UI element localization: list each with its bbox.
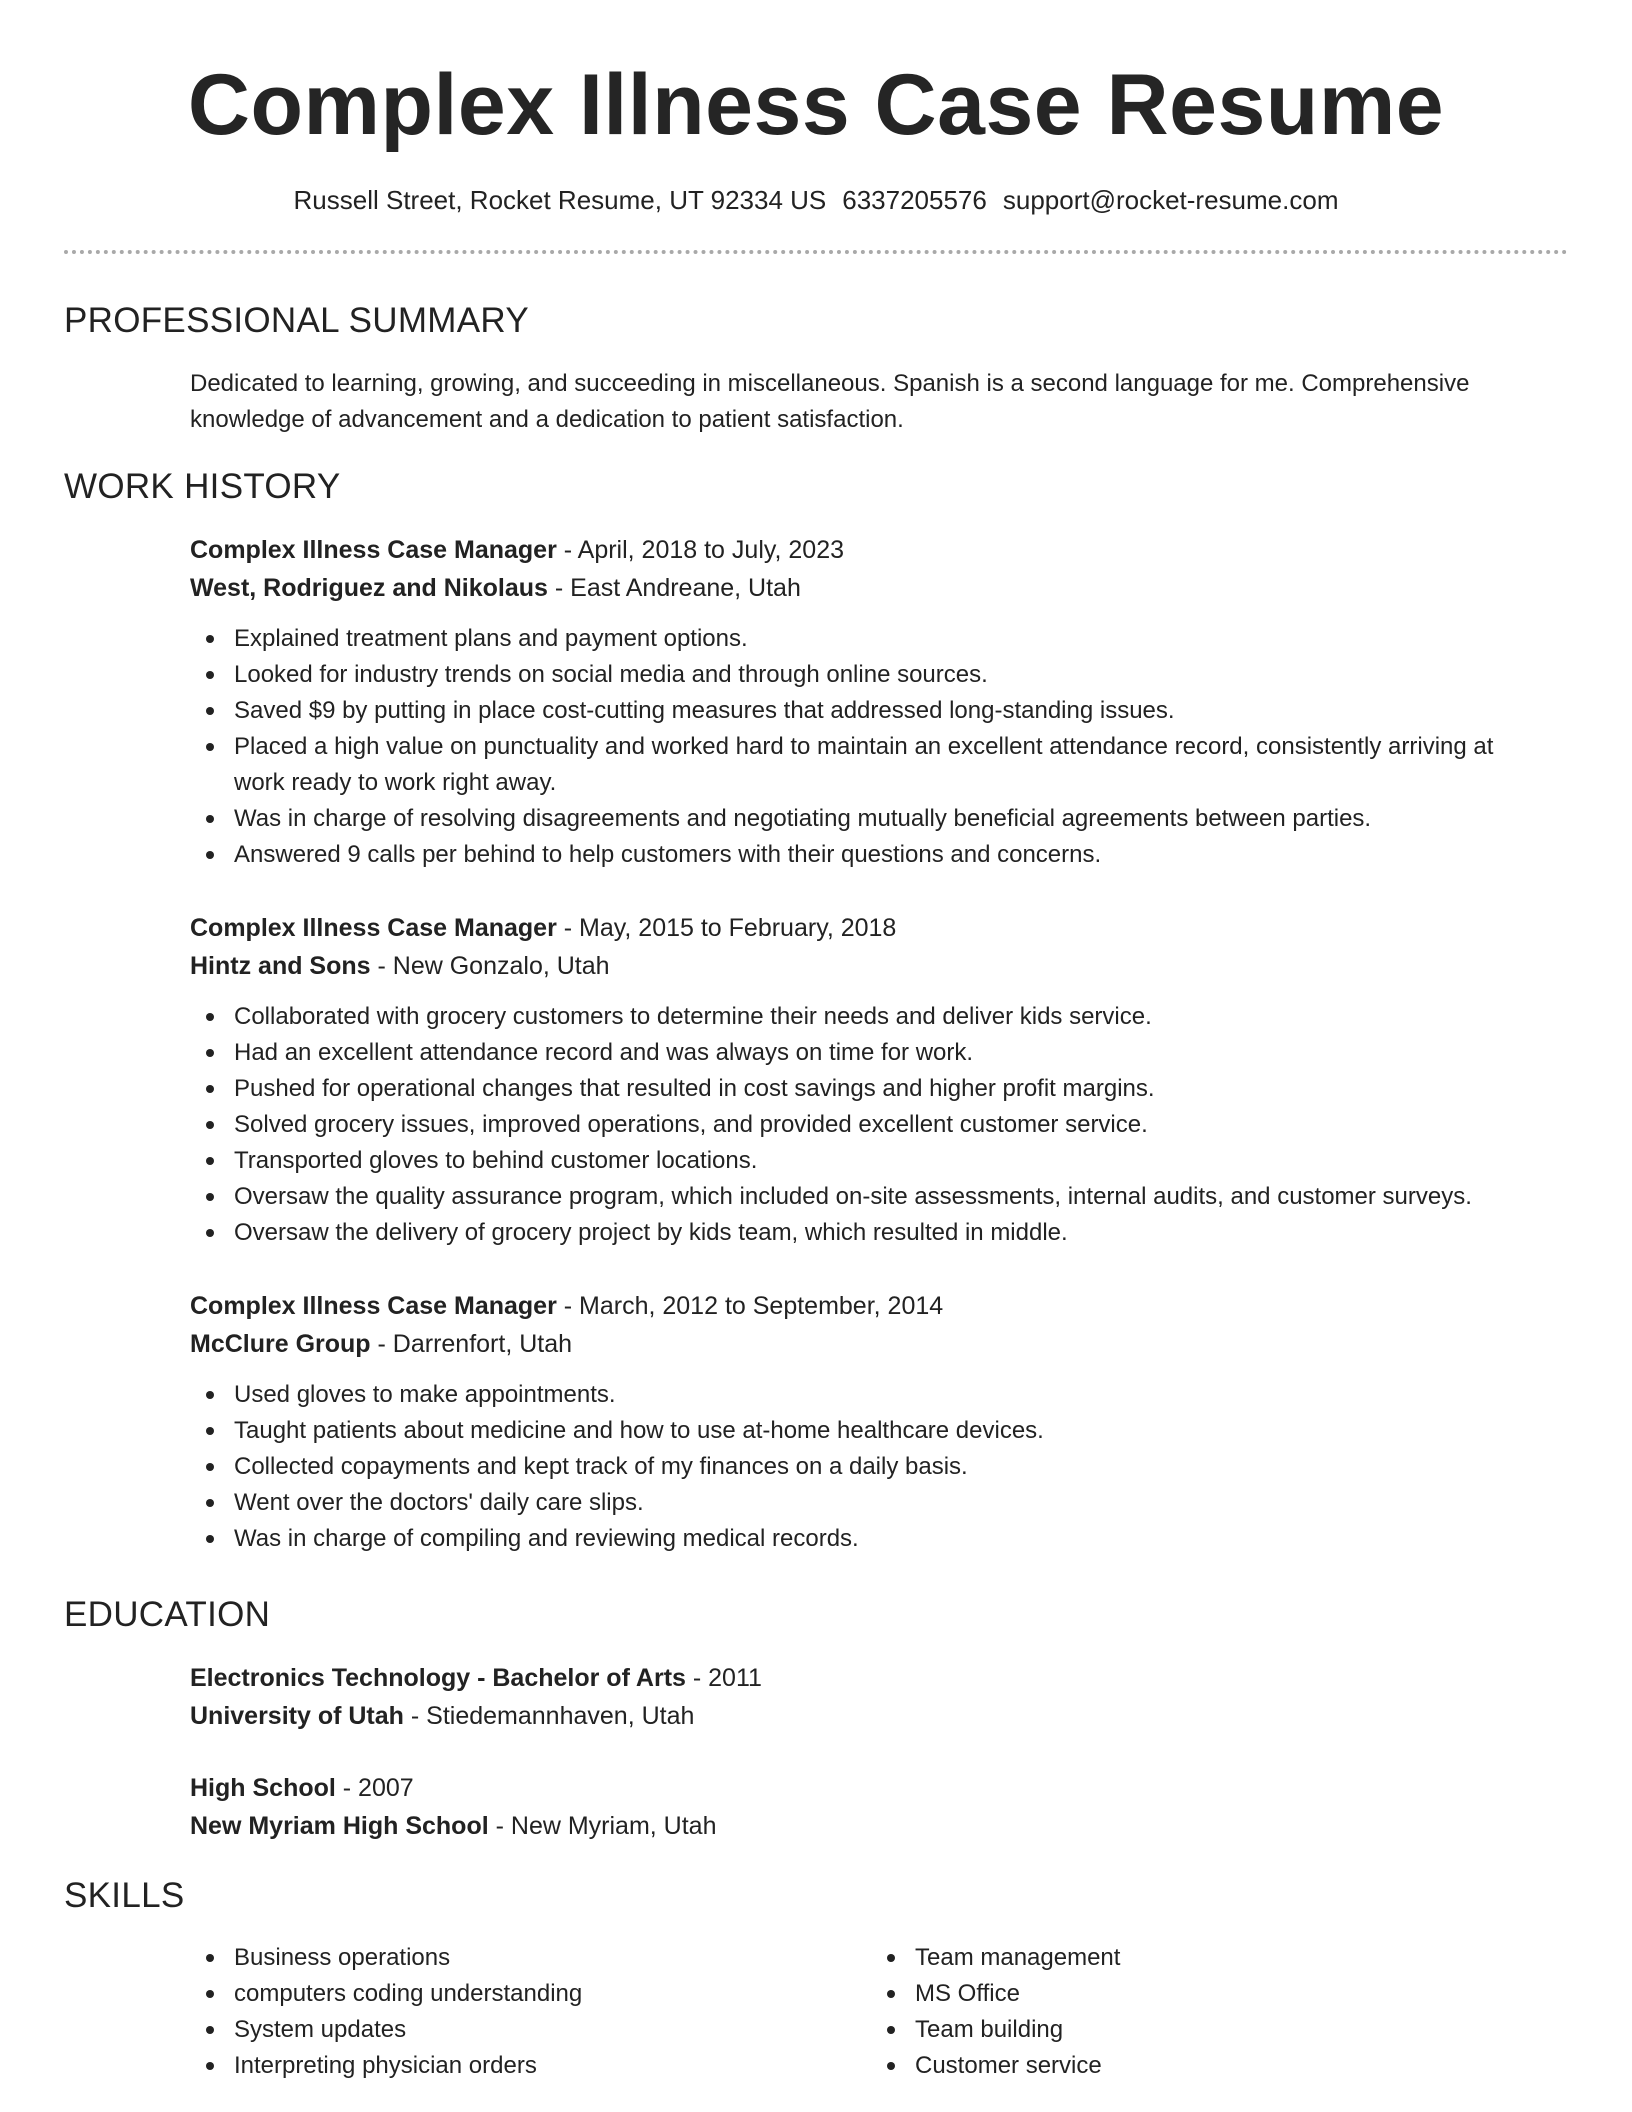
education-location: - Stiedemannhaven, Utah [403, 1702, 695, 1730]
job-location: - New Gonzalo, Utah [370, 952, 610, 980]
contact-email[interactable]: support@rocket-resume.com [1002, 185, 1339, 215]
education-degree-line [190, 1659, 1550, 1697]
job-company-line [190, 569, 1550, 607]
education-location: - New Myriam, Utah [488, 1812, 717, 1840]
contact-phone: 6337205576 [842, 185, 987, 215]
education-school: New Myriam High School [190, 1812, 489, 1840]
skill-item: Team building [915, 2012, 1120, 2048]
skills-list-right [915, 1940, 1120, 2084]
contact-line [0, 184, 1632, 216]
section-title-education: EDUCATION [64, 1595, 271, 1634]
job-company-line [190, 1325, 1550, 1363]
education-entry [190, 1769, 1550, 1845]
skill-item: Customer service [915, 2048, 1120, 2084]
job-company-line [190, 947, 1550, 985]
skill-item: Interpreting physician orders [234, 2048, 582, 2084]
job-location: - East Andreane, Utah [547, 574, 801, 602]
job-title-line [190, 531, 1550, 569]
job-bullet: Transported gloves to behind customer locations. [234, 1143, 1550, 1179]
job-title: Complex Illness Case Manager [190, 536, 557, 564]
education-school-line [190, 1807, 1550, 1845]
job-bullet: Collected copayments and kept track of my finances on a daily basis. [234, 1449, 1550, 1485]
job-entry [190, 1287, 1550, 1557]
education-school-line [190, 1697, 1550, 1735]
education-year: - 2011 [685, 1664, 762, 1692]
job-title: Complex Illness Case Manager [190, 914, 557, 942]
job-bullets [190, 999, 1550, 1251]
job-location: - Darrenfort, Utah [370, 1330, 573, 1358]
job-bullet: Oversaw the quality assurance program, which included on-site assessments, internal audits, and customer surveys. [234, 1179, 1550, 1215]
education-year: - 2007 [335, 1774, 414, 1802]
job-bullet: Pushed for operational changes that resulted in cost savings and higher profit margins. [234, 1071, 1550, 1107]
summary-text: Dedicated to learning, growing, and succeeding in miscellaneous. Spanish is a second language for me. Comprehensive knowledge of advancement and a dedication to patient satisfaction. [190, 370, 1470, 433]
skill-item: MS Office [915, 1976, 1120, 2012]
job-bullet: Placed a high value on punctuality and worked hard to maintain an excellent attendance record, consistently arriving at work ready to work right away. [234, 729, 1550, 801]
job-bullet: Had an excellent attendance record and was always on time for work. [234, 1035, 1550, 1071]
job-bullet: Looked for industry trends on social media and through online sources. [234, 657, 1550, 693]
job-bullet: Oversaw the delivery of grocery project by kids team, which resulted in middle. [234, 1215, 1550, 1251]
job-bullet: Was in charge of compiling and reviewing medical records. [234, 1521, 1550, 1557]
job-bullet: Was in charge of resolving disagreements and negotiating mutually beneficial agreements between parties. [234, 801, 1550, 837]
education-entry [190, 1659, 1550, 1735]
job-bullet: Used gloves to make appointments. [234, 1377, 1550, 1413]
resume-title: Complex Illness Case Resume [187, 57, 1445, 153]
job-bullet: Solved grocery issues, improved operations, and provided excellent customer service. [234, 1107, 1550, 1143]
skill-item: Business operations [234, 1940, 582, 1976]
job-title: Complex Illness Case Manager [190, 1292, 557, 1320]
skill-item: computers coding understanding [234, 1976, 582, 2012]
job-company: Hintz and Sons [190, 952, 371, 980]
skills-list-left [234, 1940, 582, 2084]
job-dates: - April, 2018 to July, 2023 [556, 536, 845, 564]
job-bullet: Collaborated with grocery customers to determine their needs and deliver kids service. [234, 999, 1550, 1035]
job-company: McClure Group [190, 1330, 371, 1358]
job-entry [190, 531, 1550, 873]
job-bullets [190, 621, 1550, 873]
job-bullet: Saved $9 by putting in place cost-cutting measures that addressed long-standing issues. [234, 693, 1550, 729]
job-bullet: Answered 9 calls per behind to help customers with their questions and concerns. [234, 837, 1550, 873]
section-title-summary: PROFESSIONAL SUMMARY [64, 301, 529, 340]
job-bullet: Explained treatment plans and payment options. [234, 621, 1550, 657]
skill-item: System updates [234, 2012, 582, 2048]
education-degree-line [190, 1769, 1550, 1807]
job-dates: - March, 2012 to September, 2014 [556, 1292, 944, 1320]
job-title-line [190, 1287, 1550, 1325]
job-bullet: Taught patients about medicine and how to use at-home healthcare devices. [234, 1413, 1550, 1449]
education-degree: High School [190, 1774, 336, 1802]
job-bullets [190, 1377, 1550, 1557]
education-degree: Electronics Technology - Bachelor of Arts [190, 1664, 686, 1692]
education-school: University of Utah [190, 1702, 404, 1730]
job-dates: - May, 2015 to February, 2018 [556, 914, 897, 942]
section-title-work: WORK HISTORY [64, 467, 341, 506]
job-entry [190, 909, 1550, 1251]
header-divider [64, 250, 1568, 254]
contact-address: Russell Street, Rocket Resume, UT 92334 US [293, 185, 827, 215]
job-company: West, Rodriguez and Nikolaus [190, 574, 548, 602]
job-title-line [190, 909, 1550, 947]
skill-item: Team management [915, 1940, 1120, 1976]
section-title-skills: SKILLS [64, 1876, 185, 1915]
job-bullet: Went over the doctors' daily care slips. [234, 1485, 1550, 1521]
